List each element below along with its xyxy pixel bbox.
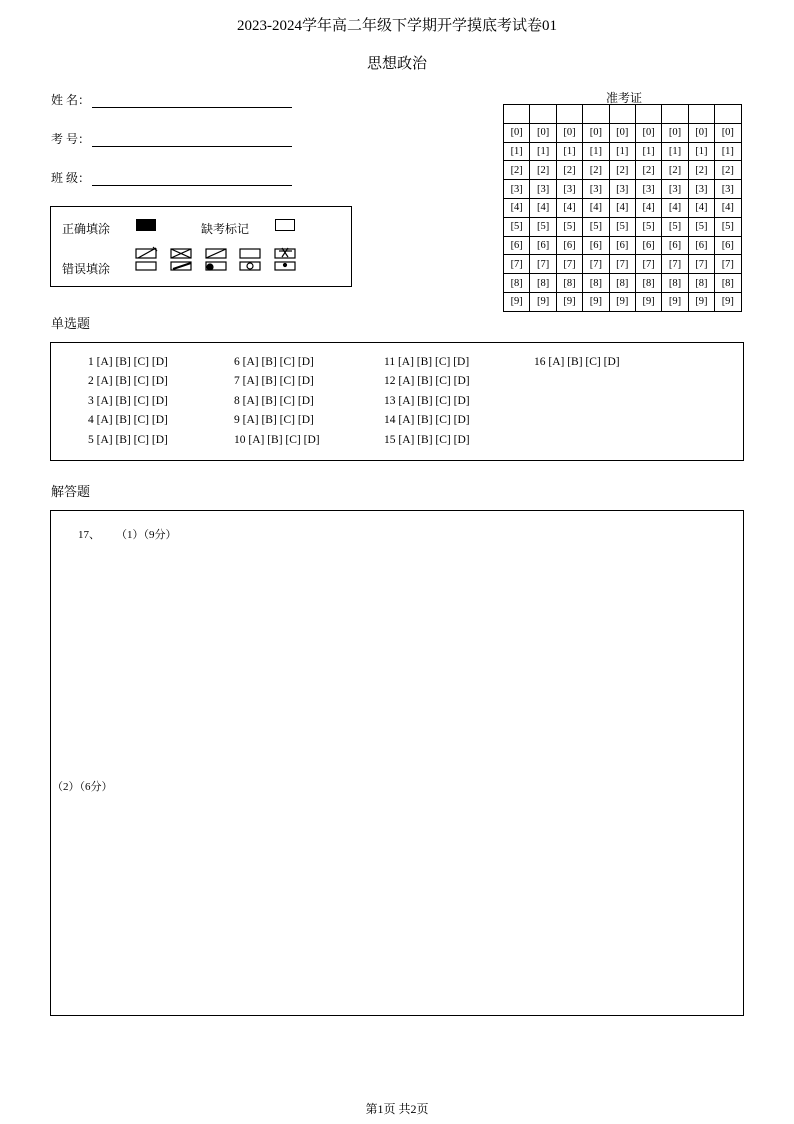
admission-digit-bubble[interactable]: [4]: [715, 198, 741, 217]
admission-digit-bubble[interactable]: [5]: [609, 217, 635, 236]
admission-ticket-title: 准考证: [605, 91, 642, 105]
admission-digit-bubble[interactable]: [4]: [635, 198, 661, 217]
mc-options[interactable]: [A] [B] [C] [D]: [96, 434, 168, 446]
admission-digit-bubble[interactable]: [3]: [530, 180, 556, 199]
admission-digit-bubble[interactable]: [7]: [556, 255, 582, 274]
admission-digit-bubble[interactable]: [3]: [504, 180, 530, 199]
mc-question-3[interactable]: [88, 395, 168, 407]
admission-digit-bubble[interactable]: [7]: [504, 255, 530, 274]
mc-question-number: 14: [384, 414, 396, 426]
admission-digit-bubble[interactable]: [1]: [556, 142, 582, 161]
admission-digit-bubble[interactable]: [0]: [504, 123, 530, 142]
admission-digit-bubble[interactable]: [9]: [715, 292, 741, 311]
exam-number-label: 考 号：: [51, 132, 91, 146]
admission-digit-bubble[interactable]: [5]: [715, 217, 741, 236]
admission-digit-write-cell[interactable]: [583, 105, 609, 124]
admission-digit-bubble[interactable]: [6]: [504, 236, 530, 255]
admission-digit-bubble[interactable]: [8]: [504, 274, 530, 293]
mc-question-number: 3: [88, 395, 94, 407]
admission-digit-bubble[interactable]: [1]: [583, 142, 609, 161]
admission-digit-bubble[interactable]: [4]: [688, 198, 714, 217]
admission-digit-write-cell[interactable]: [504, 105, 530, 124]
admission-digit-bubble[interactable]: [9]: [662, 292, 688, 311]
admission-digit-bubble[interactable]: [0]: [662, 123, 688, 142]
admission-digit-bubble[interactable]: [0]: [688, 123, 714, 142]
admission-number-grid: [503, 104, 742, 312]
mc-options[interactable]: [A] [B] [C] [D]: [398, 395, 470, 407]
mc-options[interactable]: [A] [B] [C] [D]: [398, 414, 470, 426]
admission-digit-bubble[interactable]: [0]: [609, 123, 635, 142]
admission-digit-write-cell[interactable]: [688, 105, 714, 124]
mc-question-number: 16: [534, 356, 546, 368]
name-label: 姓 名：: [51, 93, 91, 107]
mc-question-1[interactable]: [88, 356, 168, 368]
admission-digit-bubble[interactable]: [9]: [609, 292, 635, 311]
mc-question-10[interactable]: [234, 434, 320, 446]
absent-mark-box[interactable]: [275, 219, 295, 231]
mc-options[interactable]: [A] [B] [C] [D]: [96, 375, 168, 387]
mc-question-5[interactable]: [88, 434, 168, 446]
mc-question-9[interactable]: [234, 414, 314, 426]
exam-number-field[interactable]: [92, 146, 292, 147]
mc-options[interactable]: [A] [B] [C] [D]: [548, 356, 620, 368]
mc-options[interactable]: [A] [B] [C] [D]: [398, 434, 470, 446]
mc-question-number: 11: [384, 356, 396, 368]
mc-question-12[interactable]: [384, 375, 470, 387]
admission-digit-bubble[interactable]: [0]: [530, 123, 556, 142]
admission-digit-bubble[interactable]: [6]: [583, 236, 609, 255]
question-17-number: 17、: [78, 529, 100, 541]
mc-options[interactable]: [A] [B] [C] [D]: [96, 395, 168, 407]
admission-digit-bubble[interactable]: [7]: [609, 255, 635, 274]
admission-digit-bubble[interactable]: [9]: [530, 292, 556, 311]
mc-question-15[interactable]: [384, 434, 470, 446]
mc-options[interactable]: [A] [B] [C] [D]: [96, 356, 168, 368]
mc-options[interactable]: [A] [B] [C] [D]: [397, 356, 470, 368]
admission-digit-write-cell[interactable]: [609, 105, 635, 124]
admission-digit-bubble[interactable]: [6]: [688, 236, 714, 255]
admission-digit-bubble[interactable]: [1]: [609, 142, 635, 161]
admission-digit-bubble[interactable]: [5]: [556, 217, 582, 236]
mc-question-number: 15: [384, 434, 396, 446]
admission-digit-write-cell[interactable]: [530, 105, 556, 124]
admission-digit-write-cell[interactable]: [715, 105, 741, 124]
admission-digit-bubble[interactable]: [0]: [715, 123, 741, 142]
correct-fill-label: 正确填涂: [62, 222, 111, 236]
admission-digit-bubble[interactable]: [8]: [530, 274, 556, 293]
admission-digit-bubble[interactable]: [9]: [688, 292, 714, 311]
mc-question-14[interactable]: [384, 414, 470, 426]
admission-digit-bubble[interactable]: [2]: [662, 161, 688, 180]
admission-digit-bubble[interactable]: [1]: [530, 142, 556, 161]
mc-options[interactable]: [A] [B] [C] [D]: [242, 356, 314, 368]
admission-digit-bubble[interactable]: [6]: [635, 236, 661, 255]
mc-question-number: 13: [384, 395, 396, 407]
admission-digit-bubble[interactable]: [5]: [662, 217, 688, 236]
admission-digit-bubble[interactable]: [6]: [609, 236, 635, 255]
admission-digit-bubble[interactable]: [5]: [530, 217, 556, 236]
mc-question-8[interactable]: [234, 395, 314, 407]
admission-digit-bubble[interactable]: [7]: [635, 255, 661, 274]
admission-digit-bubble[interactable]: [1]: [715, 142, 741, 161]
admission-digit-bubble[interactable]: [8]: [662, 274, 688, 293]
admission-digit-bubble[interactable]: [0]: [556, 123, 582, 142]
admission-digit-bubble[interactable]: [5]: [688, 217, 714, 236]
admission-digit-bubble[interactable]: [9]: [583, 292, 609, 311]
admission-digit-bubble[interactable]: [2]: [635, 161, 661, 180]
exam-title: 2023-2024学年高二年级下学期开学摸底考试卷01: [237, 18, 557, 34]
admission-digit-bubble[interactable]: [1]: [635, 142, 661, 161]
admission-digit-bubble[interactable]: [7]: [530, 255, 556, 274]
mc-options[interactable]: [A] [B] [C] [D]: [96, 414, 168, 426]
mc-question-11[interactable]: [384, 356, 469, 368]
admission-digit-bubble[interactable]: [8]: [609, 274, 635, 293]
admission-digit-bubble[interactable]: [5]: [635, 217, 661, 236]
admission-digit-bubble[interactable]: [0]: [635, 123, 661, 142]
mc-question-number: 10: [234, 434, 246, 446]
admission-digit-bubble[interactable]: [2]: [688, 161, 714, 180]
admission-digit-bubble[interactable]: [3]: [662, 180, 688, 199]
admission-digit-bubble[interactable]: [8]: [688, 274, 714, 293]
correct-fill-mark-icon: [136, 219, 156, 231]
admission-digit-bubble[interactable]: [6]: [662, 236, 688, 255]
admission-digit-bubble[interactable]: [8]: [583, 274, 609, 293]
admission-digit-bubble[interactable]: [2]: [715, 161, 741, 180]
admission-digit-bubble[interactable]: [4]: [583, 198, 609, 217]
admission-digit-bubble[interactable]: [8]: [556, 274, 582, 293]
admission-digit-bubble[interactable]: [6]: [715, 236, 741, 255]
admission-digit-bubble[interactable]: [5]: [583, 217, 609, 236]
mc-options[interactable]: [A] [B] [C] [D]: [242, 375, 314, 387]
mc-question-number: 5: [88, 434, 94, 446]
admission-digit-bubble[interactable]: [4]: [530, 198, 556, 217]
multiple-choice-section-label: 单选题: [51, 316, 91, 331]
mc-question-number: 4: [88, 414, 94, 426]
admission-digit-bubble[interactable]: [0]: [583, 123, 609, 142]
mc-question-13[interactable]: [384, 395, 470, 407]
wrong-fill-label: 错误填涂: [62, 262, 111, 276]
class-label: 班 级：: [51, 171, 91, 185]
question-17-part2-label: （2）（6分）: [52, 781, 113, 793]
admission-digit-bubble[interactable]: [3]: [635, 180, 661, 199]
admission-digit-bubble[interactable]: [2]: [556, 161, 582, 180]
admission-digit-bubble[interactable]: [1]: [662, 142, 688, 161]
admission-digit-bubble[interactable]: [3]: [583, 180, 609, 199]
mc-question-6[interactable]: [234, 356, 314, 368]
admission-digit-bubble[interactable]: [9]: [504, 292, 530, 311]
admission-digit-bubble[interactable]: [9]: [635, 292, 661, 311]
mc-options[interactable]: [A] [B] [C] [D]: [242, 395, 314, 407]
admission-digit-bubble[interactable]: [8]: [635, 274, 661, 293]
admission-digit-write-cell[interactable]: [556, 105, 582, 124]
admission-digit-bubble[interactable]: [7]: [688, 255, 714, 274]
page-footer: 第1页 共2页: [365, 1102, 429, 1116]
mc-question-number: 12: [384, 375, 396, 387]
admission-digit-bubble[interactable]: [6]: [530, 236, 556, 255]
mc-question-number: 2: [88, 375, 94, 387]
admission-digit-write-cell[interactable]: [635, 105, 661, 124]
admission-digit-bubble[interactable]: [2]: [583, 161, 609, 180]
mc-question-16[interactable]: [534, 356, 620, 368]
absent-mark-label: 缺考标记: [201, 222, 250, 236]
admission-digit-bubble[interactable]: [1]: [688, 142, 714, 161]
admission-digit-bubble[interactable]: [4]: [556, 198, 582, 217]
class-field[interactable]: [92, 185, 292, 186]
answer-section-label: 解答题: [51, 484, 91, 499]
name-field[interactable]: [92, 107, 292, 108]
mc-question-number: 6: [234, 356, 240, 368]
admission-digit-bubble[interactable]: [3]: [609, 180, 635, 199]
subject-title: 思想政治: [366, 56, 427, 72]
admission-digit-bubble[interactable]: [2]: [609, 161, 635, 180]
mc-question-number: 9: [234, 414, 240, 426]
mc-question-number: 8: [234, 395, 240, 407]
wrong-fill-examples-icon: [134, 245, 304, 273]
admission-digit-bubble[interactable]: [9]: [556, 292, 582, 311]
admission-digit-bubble[interactable]: [3]: [556, 180, 582, 199]
admission-digit-bubble[interactable]: [8]: [715, 274, 741, 293]
mc-question-2[interactable]: [88, 375, 168, 387]
answer-box[interactable]: [50, 510, 744, 1016]
admission-digit-bubble[interactable]: [7]: [583, 255, 609, 274]
admission-digit-bubble[interactable]: [4]: [662, 198, 688, 217]
admission-digit-bubble[interactable]: [4]: [609, 198, 635, 217]
admission-digit-bubble[interactable]: [3]: [688, 180, 714, 199]
mc-options[interactable]: [A] [B] [C] [D]: [248, 434, 320, 446]
admission-digit-bubble[interactable]: [6]: [556, 236, 582, 255]
admission-digit-bubble[interactable]: [7]: [715, 255, 741, 274]
mc-question-number: 7: [234, 375, 240, 387]
mc-options[interactable]: [A] [B] [C] [D]: [398, 375, 470, 387]
admission-digit-bubble[interactable]: [2]: [504, 161, 530, 180]
mc-question-4[interactable]: [88, 414, 168, 426]
admission-digit-bubble[interactable]: [1]: [504, 142, 530, 161]
mc-question-number: 1: [88, 356, 94, 368]
admission-digit-bubble[interactable]: [7]: [662, 255, 688, 274]
admission-digit-write-cell[interactable]: [662, 105, 688, 124]
mc-options[interactable]: [A] [B] [C] [D]: [242, 414, 314, 426]
admission-digit-bubble[interactable]: [5]: [504, 217, 530, 236]
admission-digit-bubble[interactable]: [3]: [715, 180, 741, 199]
question-17-part1-label: （1）（9分）: [116, 529, 177, 541]
mc-question-7[interactable]: [234, 375, 314, 387]
admission-digit-bubble[interactable]: [2]: [530, 161, 556, 180]
admission-digit-bubble[interactable]: [4]: [504, 198, 530, 217]
